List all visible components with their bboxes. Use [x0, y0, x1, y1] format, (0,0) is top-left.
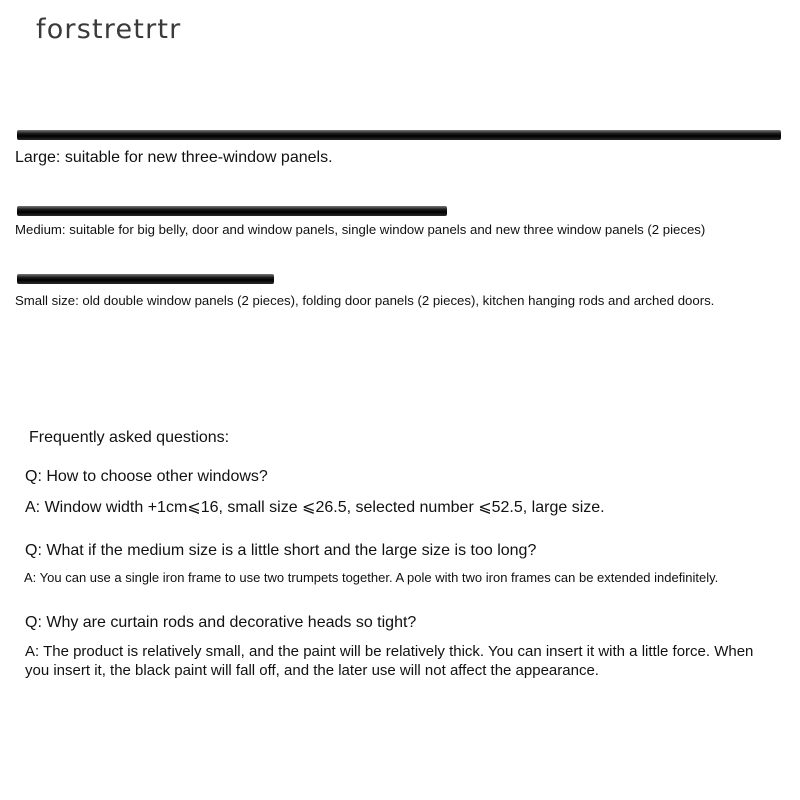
small-rod-caption: Small size: old double window panels (2 pieces), folding door panels (2 pieces), kitchen hanging rods and arched doors. [15, 293, 715, 308]
faq-title: Frequently asked questions: [29, 429, 230, 446]
medium-rod-caption: Medium: suitable for big belly, door and window panels, single window panels and new three window panels (2 pieces) [15, 222, 706, 237]
brand-name: forstretrtr [36, 14, 182, 45]
faq-question-2: Q: What if the medium size is a little short and the large size is too long? [25, 542, 537, 559]
faq-answer-2: A: You can use a single iron frame to use two trumpets together. A pole with two iron frames can be extended indefinitely. [24, 570, 719, 585]
faq-question-1: Q: How to choose other windows? [25, 468, 268, 485]
small-rod-image [17, 274, 274, 284]
medium-rod-image [17, 206, 447, 216]
faq-answer-3: A: The product is relatively small, and the paint will be relatively thick. You can insert it with a little force. When you insert it, the black paint will fall off, and the later use will not affect the appearance. [25, 643, 754, 679]
large-rod-caption: Large: suitable for new three-window panels. [15, 149, 333, 166]
large-rod-image [17, 130, 781, 140]
faq-question-3: Q: Why are curtain rods and decorative heads so tight? [25, 614, 417, 631]
faq-answer-1: A: Window width +1cm⩽16, small size ⩽26.5, selected number ⩽52.5, large size. [25, 499, 605, 516]
